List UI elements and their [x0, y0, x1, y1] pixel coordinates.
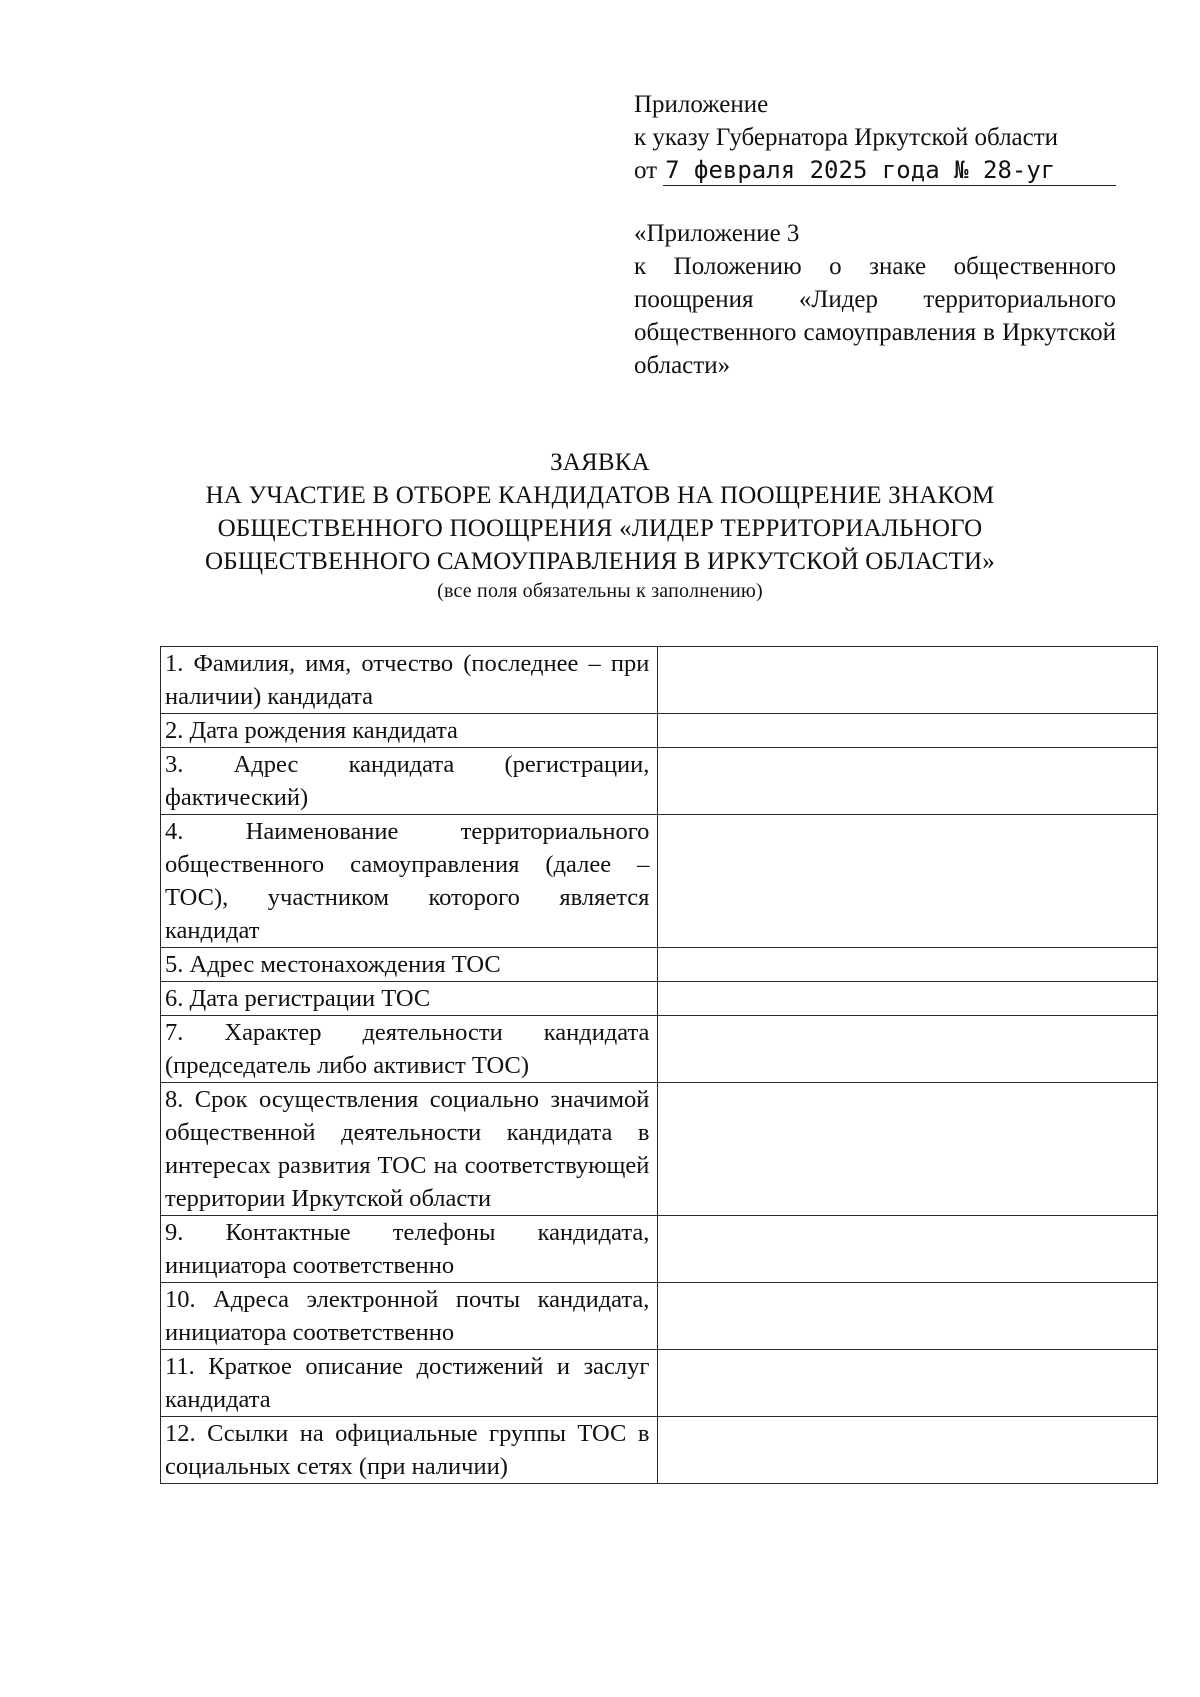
- document-title: ЗАЯВКА: [550, 449, 650, 476]
- field-value-achievements[interactable]: [658, 1350, 1158, 1417]
- annex-block: [634, 217, 1116, 382]
- field-value-full-name[interactable]: [658, 647, 1158, 714]
- field-label-social-links: 12. Ссылки на официальные группы ТОС в социальных сетях (при наличии): [161, 1417, 658, 1484]
- table-row: [161, 948, 1158, 982]
- application-title-block: [150, 446, 1050, 604]
- field-value-tos-address[interactable]: [658, 948, 1158, 982]
- field-label-tos-address: 5. Адрес местонахождения ТОС: [161, 948, 658, 982]
- field-value-social-links[interactable]: [658, 1417, 1158, 1484]
- field-value-activity-period[interactable]: [658, 1083, 1158, 1216]
- field-label-birth-date: 2. Дата рождения кандидата: [161, 714, 658, 748]
- field-value-emails[interactable]: [658, 1283, 1158, 1350]
- table-row: [161, 748, 1158, 815]
- table-row: [161, 815, 1158, 948]
- field-value-tos-name[interactable]: [658, 815, 1158, 948]
- table-row: [161, 982, 1158, 1016]
- field-value-phones[interactable]: [658, 1216, 1158, 1283]
- field-label-emails: 10. Адреса электронной почты кандидата, инициатора соответственно: [161, 1283, 658, 1350]
- application-form-table: [160, 646, 1158, 1484]
- table-row: [161, 1083, 1158, 1216]
- annex-title: «Приложение 3: [634, 220, 800, 247]
- table-row: [161, 1417, 1158, 1484]
- table-row: [161, 1216, 1158, 1283]
- appendix-reference: к указу Губернатора Иркутской области: [634, 124, 1059, 151]
- field-label-full-name: 1. Фамилия, имя, отчество (последнее – при наличии) кандидата: [161, 647, 658, 714]
- table-row: [161, 1350, 1158, 1417]
- decree-date-line: [634, 154, 1116, 187]
- field-label-phones: 9. Контактные телефоны кандидата, инициатора соответственно: [161, 1216, 658, 1283]
- table-row: [161, 1016, 1158, 1083]
- field-label-activity-period: 8. Срок осуществления социально значимой общественной деятельности кандидата в интересах развития ТОС на соответствующей территории Иркутской области: [161, 1083, 658, 1216]
- field-label-address: 3. Адрес кандидата (регистрации, фактический): [161, 748, 658, 815]
- date-prefix: от: [634, 157, 658, 184]
- document-subtitle-line-3: ОБЩЕСТВЕННОГО САМОУПРАВЛЕНИЯ В ИРКУТСКОЙ ОБЛАСТИ»: [205, 548, 995, 575]
- field-label-tos-registration-date: 6. Дата регистрации ТОС: [161, 982, 658, 1016]
- table-row: [161, 1283, 1158, 1350]
- required-fields-note: (все поля обязательны к заполнению): [437, 580, 763, 602]
- field-label-activity-type: 7. Характер деятельности кандидата (председатель либо активист ТОС): [161, 1016, 658, 1083]
- field-label-achievements: 11. Краткое описание достижений и заслуг кандидата: [161, 1350, 658, 1417]
- field-value-tos-registration-date[interactable]: [658, 982, 1158, 1016]
- field-label-tos-name: 4. Наименование территориального общественного самоуправления (далее – ТОС), участником которого является кандидат: [161, 815, 658, 948]
- field-value-birth-date[interactable]: [658, 714, 1158, 748]
- document-subtitle-line-1: НА УЧАСТИЕ В ОТБОРЕ КАНДИДАТОВ НА ПООЩРЕНИЕ ЗНАКОМ: [205, 482, 995, 509]
- annex-body: к Положению о знаке общественного поощрения «Лидер территориального общественного самоуправления в Иркутской области»: [634, 253, 1116, 379]
- table-row: [161, 647, 1158, 714]
- table-row: [161, 714, 1158, 748]
- decree-date-value: 7 февраля 2025 года № 28-уг: [663, 155, 1116, 186]
- document-subtitle-line-2: ОБЩЕСТВЕННОГО ПООЩРЕНИЯ «ЛИДЕР ТЕРРИТОРИАЛЬНОГО: [217, 515, 983, 542]
- appendix-title: Приложение: [634, 91, 769, 118]
- field-value-activity-type[interactable]: [658, 1016, 1158, 1083]
- appendix-header: [634, 88, 1116, 187]
- field-value-address[interactable]: [658, 748, 1158, 815]
